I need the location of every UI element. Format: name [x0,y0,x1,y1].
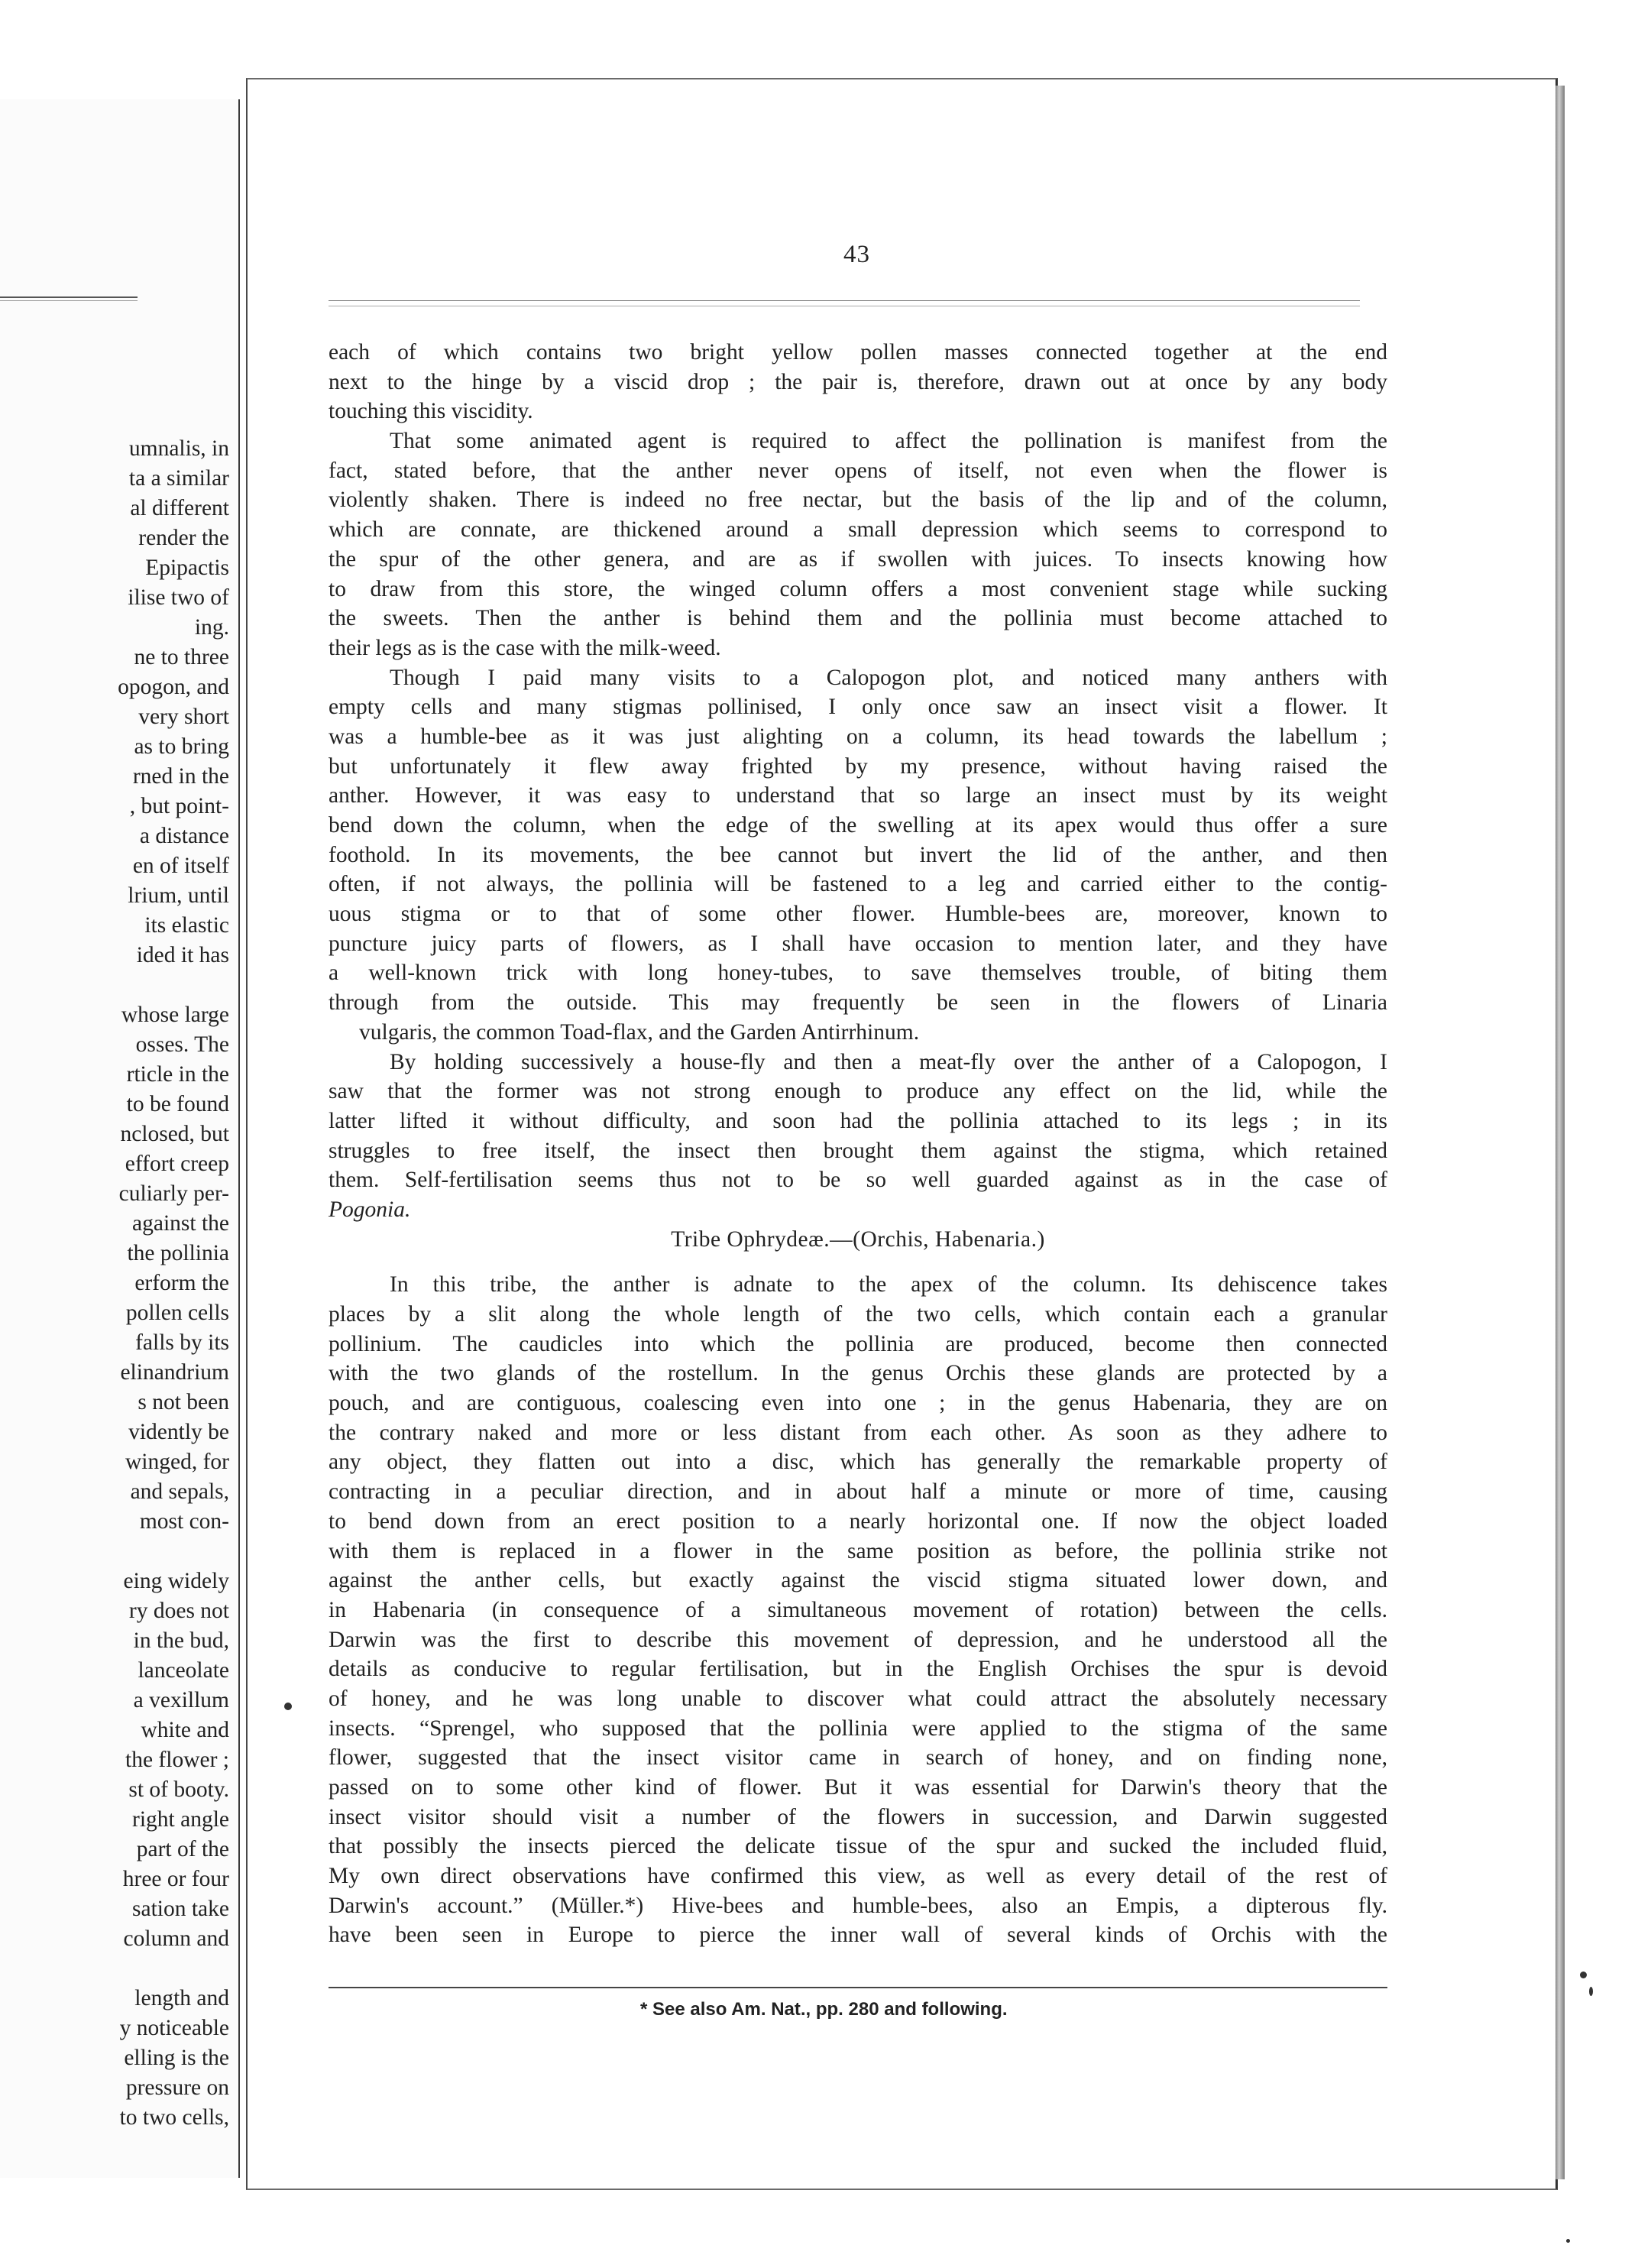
body-line: latter lifted it without difficulty, and soon had the pollinia attached to its legs ; in its [329,1108,1387,1133]
left-facing-page [0,99,240,2178]
body-line: through from the outside. This may frequently be seen in the flowers of Linaria [329,990,1387,1016]
left-page-line: osses. The [135,1032,229,1057]
left-page-line: the flower ; [125,1748,229,1772]
left-page-line: pressure on [125,2075,229,2100]
body-text [329,338,1387,1950]
body-line: of honey, and he was long unable to discover what could attract the absolutely necessary [329,1686,1387,1711]
body-line: with them is replaced in a flower in the same position as before, the pollinia strike not [329,1538,1387,1563]
body-line: a well-known trick with long honey-tubes, to save themselves trouble, of biting them [329,961,1387,986]
body-line: touching this viscidity. [329,399,533,424]
left-page-line [0,1537,229,1567]
left-page-line: rned in the [132,764,229,789]
left-page-line: rticle in the [126,1062,229,1087]
left-page-line: falls by its [135,1330,229,1355]
left-page-line: elinandrium [120,1360,229,1385]
left-page-line: st of booty. [128,1777,229,1802]
body-line: next to the hinge by a viscid drop ; the pair is, therefore, drawn out at once by any body [329,369,1387,394]
body-line: pollinium. The caudicles into which the pollinia are produced, become then connected [329,1331,1387,1356]
left-page-line: most con- [139,1509,229,1534]
body-line: struggles to free itself, the insect then brought them against the stigma, which retained [329,1138,1387,1163]
left-page-line: , but point- [129,794,229,818]
body-line: to bend down from an erect position to a nearly horizontal one. If now the object loaded [329,1508,1387,1534]
left-page-line: render the [138,526,229,550]
body-line: saw that the former was not strong enough to produce any effect on the lid, while the [329,1079,1387,1104]
body-line: against the anther cells, but exactly against the viscid stigma situated lower down, and [329,1568,1387,1593]
body-line: often, if not always, the pollinia will be fastened to a leg and carried either to the contig- [329,872,1387,897]
body-line: anther. However, it was easy to understand that so large an insect must by its weight [329,783,1387,808]
left-page-line: pollen cells [125,1301,229,1325]
page-number: 43 [843,241,870,268]
scan-speck [1589,1987,1593,1996]
scan-speck [1580,1972,1587,1978]
left-page-line: ided it has [136,943,229,967]
left-page-line: its elastic [144,913,229,938]
left-page-line: against the [132,1211,229,1236]
footnote-rule [329,1987,1387,1988]
left-page-line: al different [130,496,229,520]
left-page-line: erform the [134,1271,229,1295]
left-page-line: ry does not [128,1599,229,1623]
left-page-line: a distance [139,824,229,848]
body-line: details as conducive to regular fertilisation, but in the English Orchises the spur is devoid [329,1657,1387,1682]
body-line: Pogonia. [329,1197,411,1222]
left-page-line: y noticeable [119,2016,229,2040]
left-page-line: whose large [121,1003,229,1027]
body-line: contracting in a peculiar direction, and in about half a minute or more of time, causing [329,1479,1387,1505]
body-line: them. Self-fertilisation seems thus not to be so well guarded against as in the case of [329,1168,1387,1193]
page-edge-shadow [1555,86,1565,2179]
left-page-line [0,970,229,1000]
left-page-line: hree or four [122,1867,229,1891]
left-page-line: white and [141,1718,229,1742]
left-page-line: vidently be [128,1420,229,1444]
book-gutter [240,99,246,2178]
body-line: in Habenaria (in consequence of a simultaneous movement of rotation) between the cells. [329,1597,1387,1622]
left-page-line: ta a similar [128,466,229,491]
body-line: empty cells and many stigmas pollinised, I only once saw an insect visit a flower. It [329,695,1387,720]
body-line: the sweets. Then the anther is behind them and the pollinia must become attached to [329,606,1387,631]
body-line: bend down the column, when the edge of the swelling at its apex would thus offer a sure [329,813,1387,838]
body-line: the spur of the other genera, and are as if swollen with juices. To insects knowing how [329,546,1387,572]
body-line: insect visitor should visit a number of the flowers in succession, and Darwin suggested [329,1804,1387,1829]
margin-mark [284,1703,292,1710]
left-page-line: right angle [132,1807,229,1832]
body-line: have been seen in Europe to pierce the inner wall of several kinds of Orchis with the [329,1923,1387,1948]
body-line: pouch, and are contiguous, coalescing even into one ; in the genus Habenaria, they are on [329,1391,1387,1416]
left-page-line: to be found [126,1092,229,1116]
left-page-line: lrium, until [128,883,229,908]
body-line: the contrary naked and more or less distant from each other. As soon as they adhere to [329,1420,1387,1445]
body-line: fact, stated before, that the anther never opens of itself, not even when the flower is [329,458,1387,483]
left-page-line: in the bud, [133,1628,229,1653]
left-page-line: Epipactis [145,556,229,580]
scan-speck [1566,2239,1570,2243]
left-page-line: eing widely [123,1569,229,1593]
left-page-line: sation take [132,1897,229,1921]
section-heading: Tribe Ophrydeæ.—(Orchis, Habenaria.) [671,1226,1045,1252]
body-line: Darwin's account.” (Müller.*) Hive-bees and humble-bees, also an Empis, a dipterous fly. [329,1893,1387,1918]
header-rule [329,300,1360,301]
left-page-line: winged, for [125,1450,229,1474]
left-page-header-rule [0,296,138,301]
left-page-line: to two cells, [119,2105,229,2130]
body-line: insects. “Sprengel, who supposed that the pollinia were applied to the stigma of the same [329,1716,1387,1741]
left-page-line: en of itself [132,854,229,878]
body-line: but unfortunately it flew away frighted by my presence, without having raised the [329,753,1387,779]
left-page-line [0,1954,229,1984]
left-page-line: column and [123,1926,229,1951]
body-line: foothold. In its movements, the bee cannot but invert the lid of the anther, and then [329,842,1387,867]
left-page-line: part of the [136,1837,229,1861]
left-page-line: very short [138,705,229,729]
body-line: My own direct observations have confirmed this view, as well as every detail of the rest of [329,1864,1387,1889]
left-page-line: a vexillum [133,1688,229,1712]
body-line: violently shaken. There is indeed no free nectar, but the basis of the lip and of the column, [329,488,1387,513]
left-page-line: elling is the [124,2046,229,2070]
left-page-line: and sepals, [130,1479,229,1504]
left-page-line: s not been [138,1390,229,1414]
left-page-line: the pollinia [127,1241,229,1265]
footnote: * See also Am. Nat., pp. 280 and following. [640,1999,1008,2020]
left-page-line: umnalis, in [128,436,229,461]
left-page-line: opogon, and [118,675,229,699]
left-page-line: ne to three [134,645,229,669]
body-line: passed on to some other kind of flower. But it was essential for Darwin's theory that the [329,1775,1387,1800]
body-line: That some animated agent is required to affect the pollination is manifest from the [390,429,1387,454]
body-line: By holding successively a house-fly and then a meat-fly over the anther of a Calopogon, I [390,1049,1387,1074]
body-line: Darwin was the first to describe this movement of depression, and he understood all the [329,1627,1387,1652]
body-line: uous stigma or to that of some other flower. Humble-bees are, moreover, known to [329,902,1387,927]
body-line: flower, suggested that the insect visitor came in search of honey, and on finding none, [329,1745,1387,1771]
body-line: that possibly the insects pierced the delicate tissue of the spur and sucked the included fluid, [329,1834,1387,1859]
left-page-line: lanceolate [138,1658,229,1683]
left-page-line: ilise two of [128,585,229,610]
left-page-line: culiarly per- [118,1181,229,1206]
body-line: Though I paid many visits to a Calopogon plot, and noticed many anthers with [390,665,1387,690]
body-line: places by a slit along the whole length of the two cells, which contain each a granular [329,1302,1387,1327]
body-line: their legs as is the case with the milk-weed. [329,635,721,660]
left-page-line: ing. [194,615,229,640]
body-line: was a humble-bee as it was just alighting on a column, its head towards the labellum ; [329,724,1387,749]
body-line: which are connate, are thickened around a small depression which seems to correspond to [329,517,1387,543]
left-page-text-fragments [0,434,229,2133]
left-page-line: effort creep [125,1152,229,1176]
left-page-line: as to bring [134,734,229,759]
body-line: any object, they flatten out into a disc, which has generally the remarkable property of [329,1450,1387,1475]
body-line: puncture juicy parts of flowers, as I shall have occasion to mention later, and they have [329,931,1387,956]
body-line: each of which contains two bright yellow pollen masses connected together at the end [329,340,1387,364]
left-page-line: length and [134,1986,229,2010]
body-line: to draw from this store, the winged column offers a most convenient stage while sucking [329,576,1387,601]
body-line: with the two glands of the rostellum. In the genus Orchis these glands are protected by a [329,1361,1387,1386]
left-page-line: nclosed, but [120,1122,229,1146]
heading-spacer [329,1254,1387,1270]
body-line: vulgaris, the common Toad-flax, and the Garden Antirrhinum. [359,1019,920,1045]
body-line: In this tribe, the anther is adnate to the apex of the column. Its dehiscence takes [390,1272,1387,1298]
